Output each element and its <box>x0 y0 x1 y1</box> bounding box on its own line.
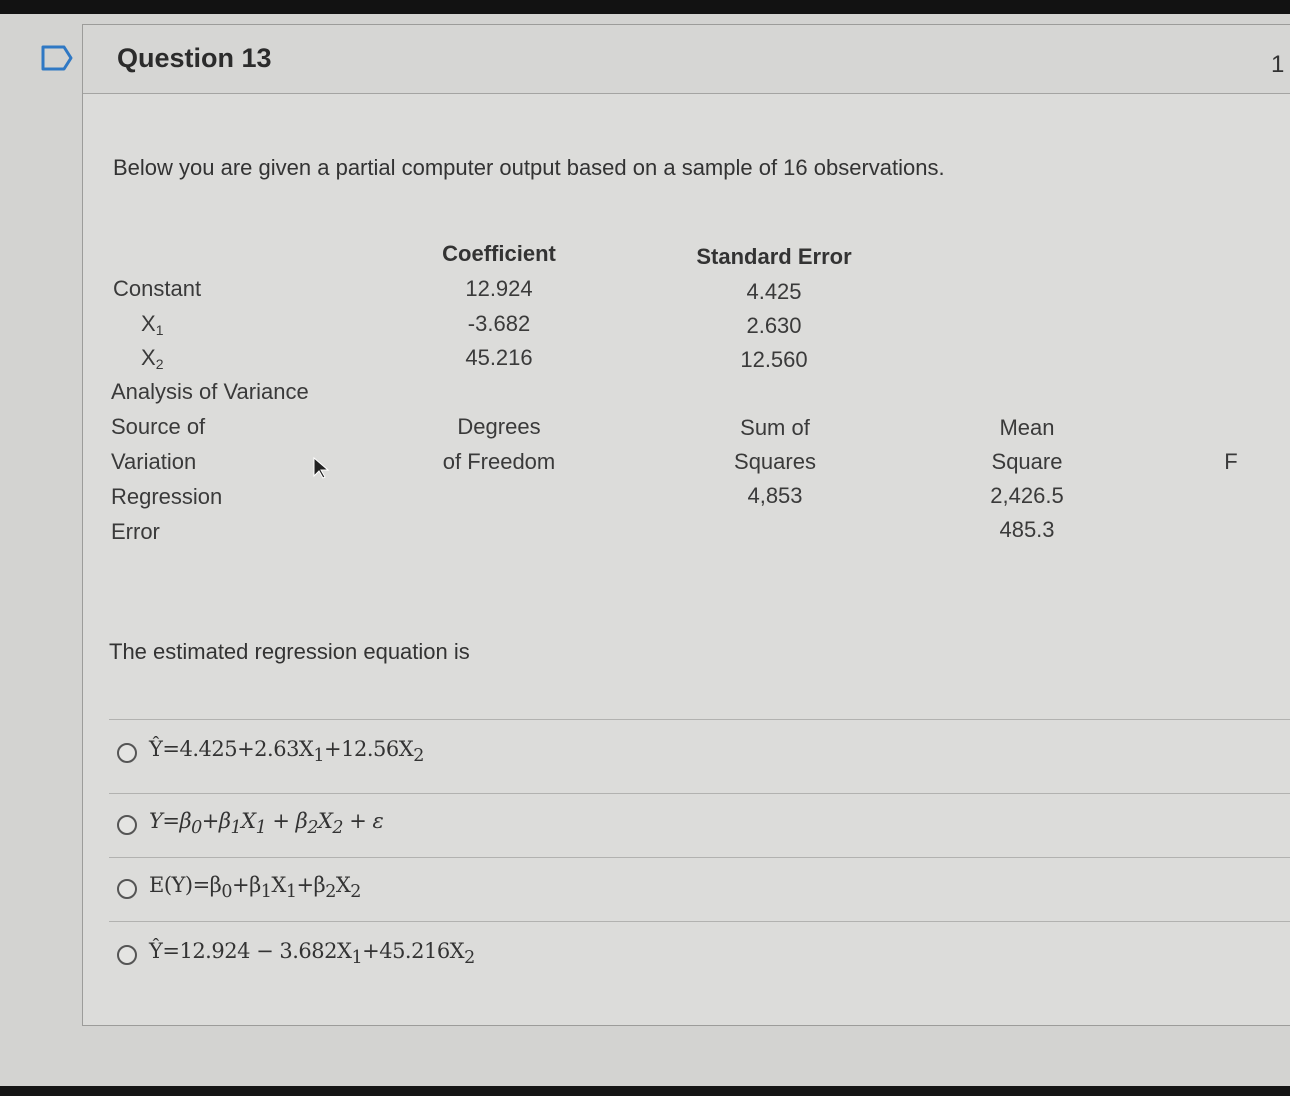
question-title: Question 13 <box>117 43 272 73</box>
stderr-value: 2.630 <box>746 313 802 338</box>
coef-value: 45.216 <box>465 345 533 370</box>
flag-icon[interactable] <box>40 44 74 72</box>
option-label: $Ŷ=4.425+2.63X_1+12.56X_2$ <box>149 737 424 767</box>
anova-source: Error <box>111 519 160 544</box>
anova-header-source: Variation <box>111 449 197 474</box>
anova-source: Regression <box>111 484 223 509</box>
coef-header: Coefficient <box>442 241 556 266</box>
anova-title: Analysis of Variance <box>111 379 309 404</box>
row-label-constant: Constant <box>113 276 202 301</box>
option-divider <box>109 857 1290 858</box>
anova-header-ms: Mean <box>999 415 1055 440</box>
option-label: $Y=\beta_0+\beta_1X_1 + \beta_2X_2 + \varepsilon$ <box>149 809 384 839</box>
question-intro: Below you are given a partial computer output based on a sample of 16 observations. <box>113 155 945 180</box>
anova-ms: 2,426.5 <box>990 483 1064 508</box>
anova-header-df: of Freedom <box>442 449 556 474</box>
option-label: $E(Y)=\beta_0+\beta_1X_1+\beta_2X_2$ <box>149 873 361 903</box>
var-name: X <box>141 311 156 336</box>
row-label-x1 <box>141 311 163 338</box>
anova-ms: 485.3 <box>999 517 1055 542</box>
anova-header-f: F <box>1224 449 1238 474</box>
option-divider <box>109 921 1290 922</box>
anova-header-df: Degrees <box>457 414 541 439</box>
mouse-cursor-icon <box>312 456 330 480</box>
question-prompt: The estimated regression equation is <box>109 639 470 664</box>
radio-button[interactable] <box>117 879 137 899</box>
coef-value: -3.682 <box>467 311 531 336</box>
coef-value: 12.924 <box>465 276 533 301</box>
bottom-bezel <box>0 1086 1290 1096</box>
answer-option-3[interactable] <box>113 869 1290 909</box>
var-subscript: 1 <box>155 322 164 338</box>
stderr-value: 12.560 <box>740 347 808 372</box>
question-header <box>83 25 1290 94</box>
option-divider <box>109 719 1290 720</box>
top-bezel <box>0 0 1290 14</box>
stderr-value: 4.425 <box>746 279 802 304</box>
anova-header-ms: Square <box>991 449 1063 474</box>
answer-option-1[interactable] <box>113 733 1290 773</box>
anova-header-ss: Squares <box>734 449 816 474</box>
var-name: X <box>141 345 156 370</box>
anova-header-ss: Sum of <box>740 415 810 440</box>
question-card <box>82 24 1290 1026</box>
row-label-x2 <box>141 345 163 372</box>
stderr-header: Standard Error <box>696 244 852 269</box>
var-subscript: 2 <box>155 356 164 372</box>
anova-ss: 4,853 <box>747 483 803 508</box>
radio-button[interactable] <box>117 945 137 965</box>
answer-option-4[interactable] <box>113 935 1290 975</box>
radio-button[interactable] <box>117 815 137 835</box>
option-divider <box>109 793 1290 794</box>
anova-header-source: Source of <box>111 414 206 439</box>
answer-option-2[interactable] <box>113 805 1290 845</box>
question-points: 1 <box>1271 51 1285 78</box>
option-label: Ŷ=12.924 − $3.682X_1+45.216X_2$ <box>149 939 475 969</box>
radio-button[interactable] <box>117 743 137 763</box>
